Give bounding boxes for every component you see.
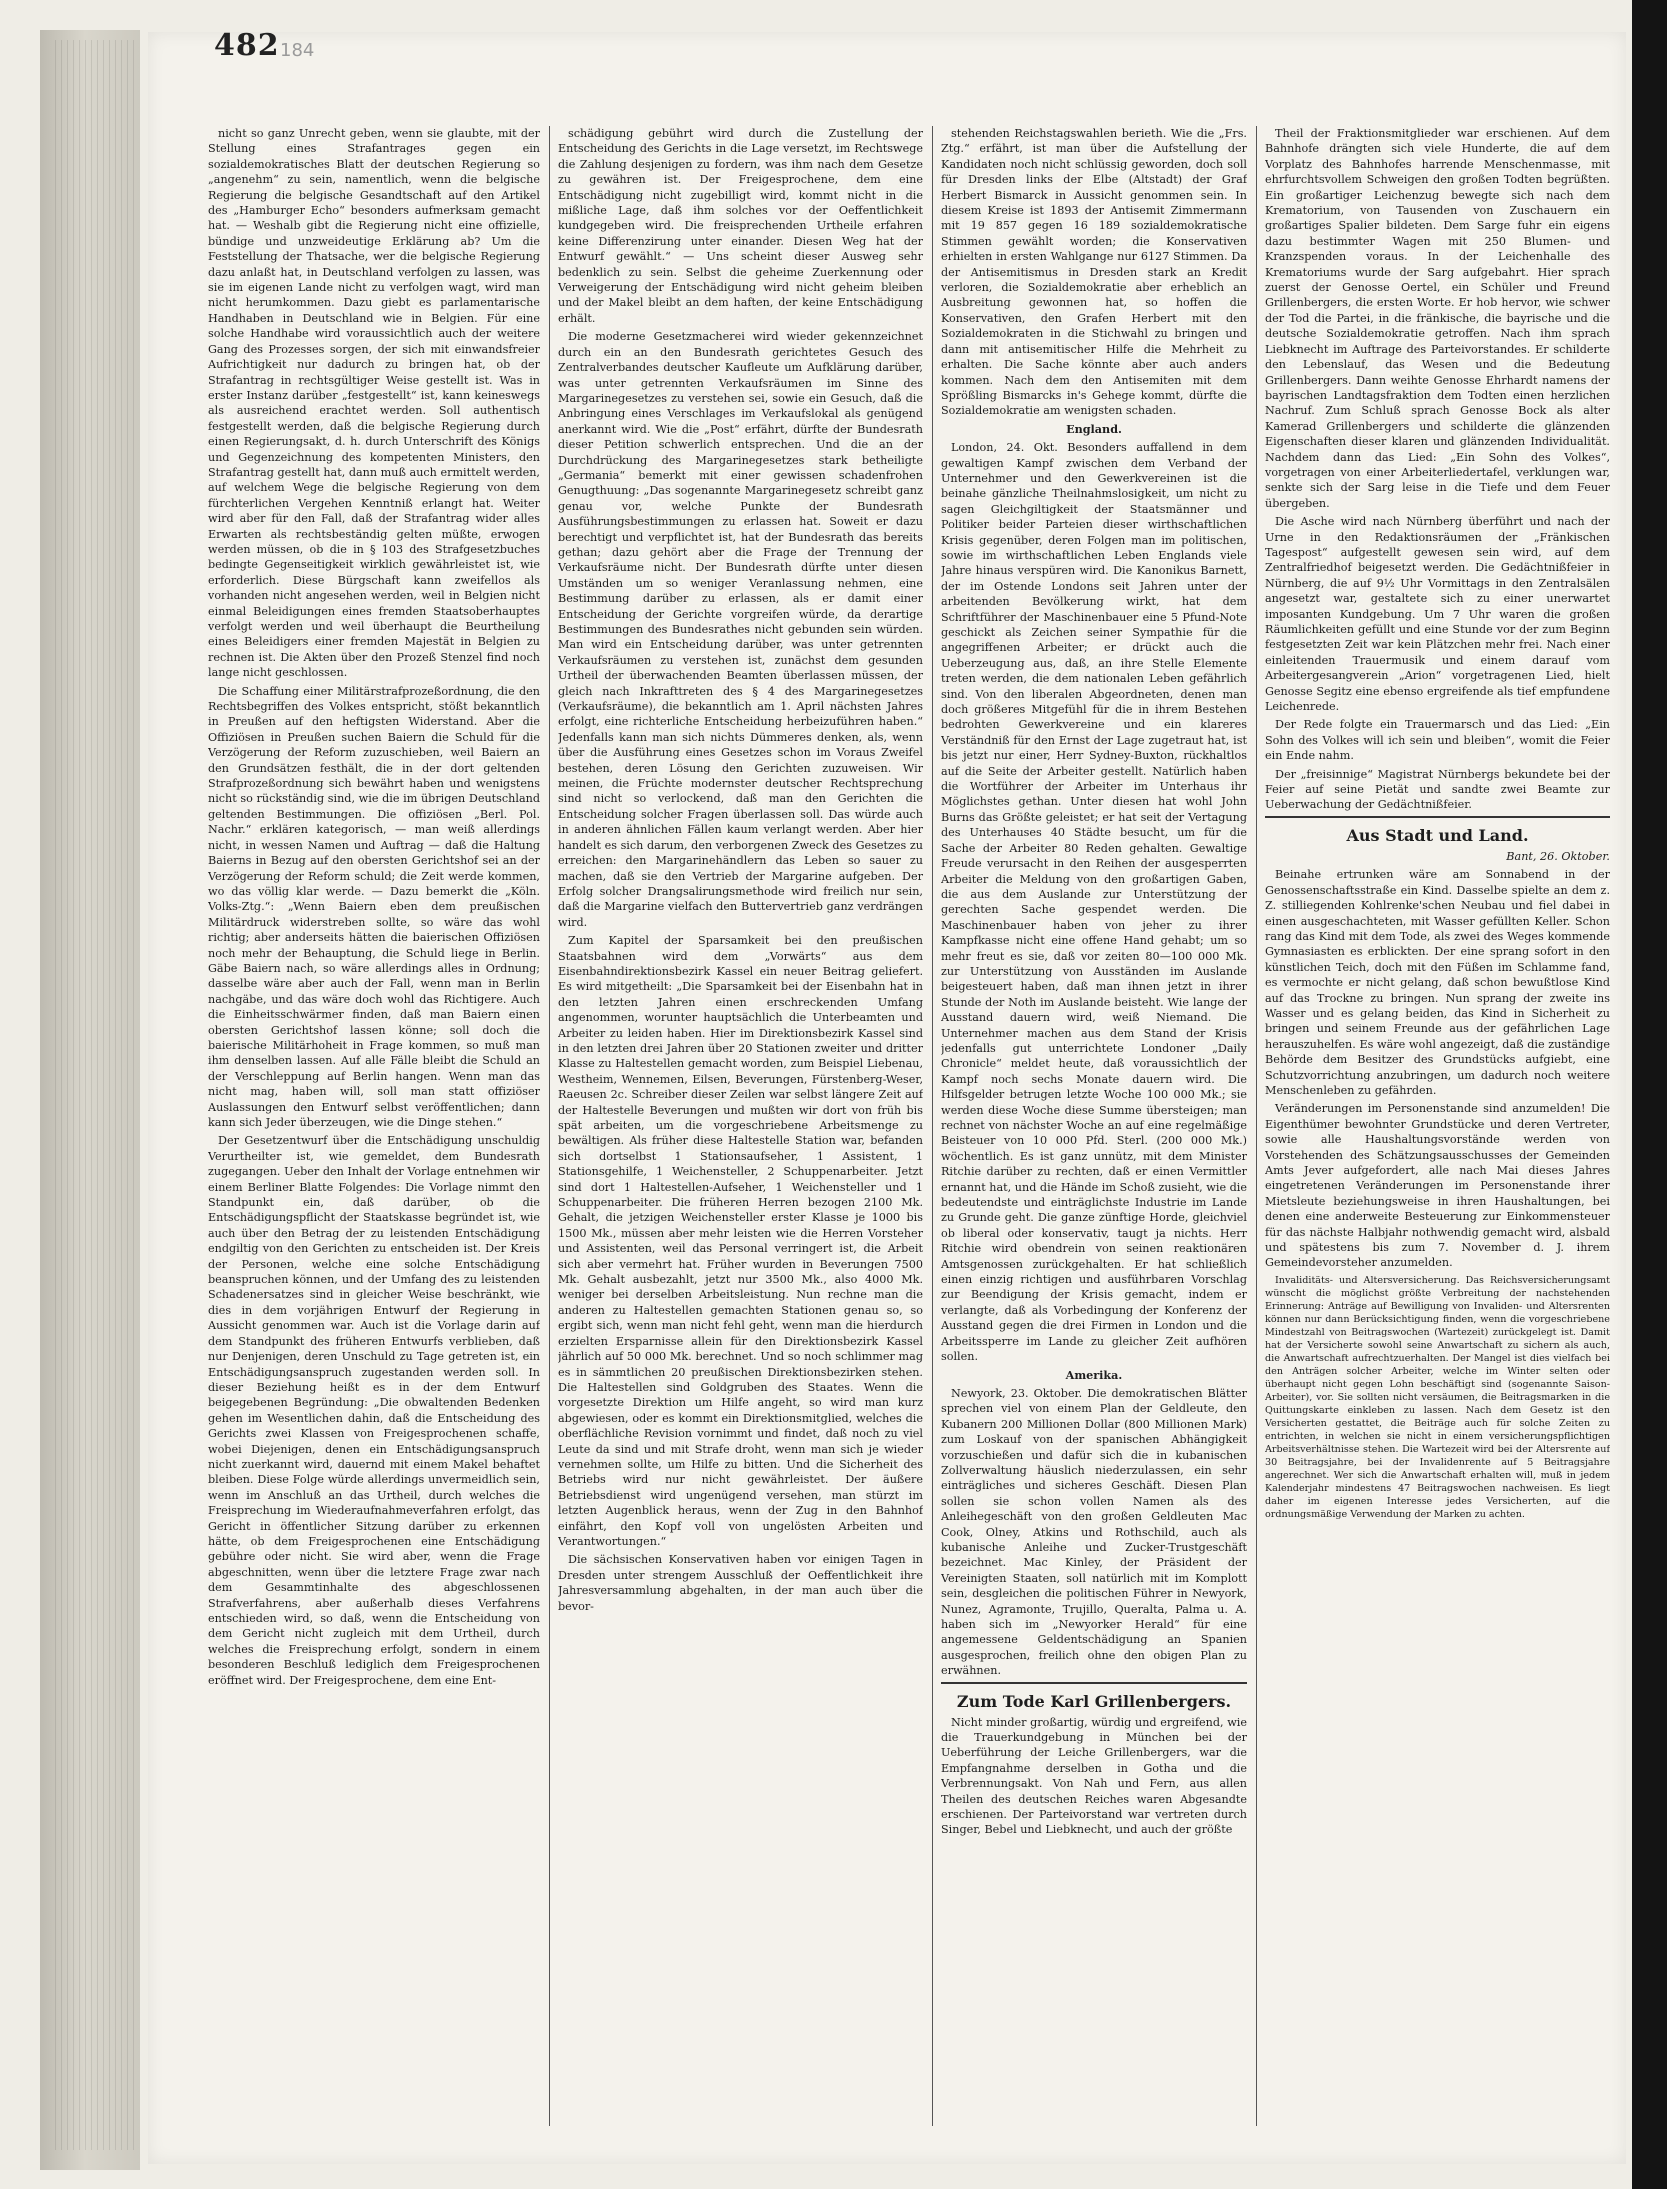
dark-scan-edge xyxy=(1632,0,1667,2189)
column-3 xyxy=(941,126,1247,2126)
article-paragraph: Theil der Fraktionsmitglieder war erschienen. Auf dem Bahnhofe drängten sich viele Hunderte, die auf dem Vorplatz des Bahnhofes harrende Menschenmasse, mit ehrfurchtsvollem Schweigen den großen Todten begrüßten. Ein großartiger Leichenzug bewegte sich nach dem Krematorium, von Tausenden von Zuschauern ein großartiges Spalier bildeten. Dem Sarge fuhr ein eigens dazu bestimmter Wagen mit 250 Blumen- und Kranzspenden voraus. In der Leichenhalle des Krematoriums wurde der Sarg aufgebahrt. Hier sprach zuerst der Genosse Oertel, ein Schüler und Freund Grillenbergers, die ersten Worte. Er hob hervor, wie schwer der Tod die Partei, in die fränkische, die bayrische und die deutsche Sozialdemokratie getroffen. Nach ihm sprach Liebknecht im Auftrage des Parteivorstandes. Er schilderte den Lebenslauf, das Wesen und die Bedeutung Grillenbergers. Dann weihte Genosse Ehrhardt namens der bayrischen Landtagsfraktion dem Todten einen herzlichen Nachruf. Zum Schluß sprach Genosse Bock als alter Kamerad Grillenbergers und schilderte die glänzenden Eigenschaften dieser klaren und glänzenden Individualität. Nachdem dann das Lied: „Ein Sohn des Volkes“, vorgetragen von einer Arbeiterliedertafel, verklungen war, senkte sich der Sarg leise in die Tiefe und dem Feuer übergeben. xyxy=(1265,127,1610,510)
column-rule-2 xyxy=(932,126,933,2126)
column-2 xyxy=(558,126,923,2126)
page-number: 482 xyxy=(214,28,280,63)
article-paragraph: Beinahe ertrunken wäre am Sonnabend in der Genossenschaftsstraße ein Kind. Dasselbe spielte an dem z. Z. stilliegenden Kohlrenke'schen Neubau und fiel dabei in einen ausgeschachteten, mit Wasser gefüllten Keller. Schon rang das Kind mit dem Tode, als zwei des Weges kommende Gymnasiasten es erblickten. Der eine sprang sofort in den künstlichen Teich, doch mit den Füßen im Schlamme fand, es vermochte er nicht gelang, daß schon bewußtlose Kind auf das Trockne zu bringen. Nun sprang der zweite ins Wasser und es gelang beiden, das Kind in Sicherheit zu bringen und seinem Freunde aus der gefährlichen Lage herauszuhelfen. Es wäre wohl angezeigt, daß die zuständige Behörde dem Besitzer des Grundstücks aufgiebt, eine Schutzvorrichtung anzubringen, um dadurch noch weitere Menschenleben zu gefährden. xyxy=(1265,868,1610,1097)
article-paragraph: Die Schaffung einer Militärstrafprozeßordnung, die den Rechtsbegriffen des Volkes entspricht, stößt bekanntlich in Preußen auf den heftigsten Widerstand. Aber die Offiziösen in Preußen suchen Baiern die Schuld für die Verzögerung der Reform zuzuschieben, weil Baiern an den Grundsätzen festhält, die in der dort geltenden Strafprozeßordnung sich bewährt haben und wenigstens nicht so rückständig sind, wie die im übrigen Deutschland geltenden Bestimmungen. Die offiziösen „Berl. Pol. Nachr.“ erklären kategorisch, — man weiß allerdings nicht, in wessen Namen und Auftrag — daß die Haltung Baierns in Bezug auf den obersten Gerichtshof sei an der Verzögerung der Reform schuld; die Zeit werde kommen, wo das völlig klar werde. — Dazu bemerkt die „Köln. Volks-Ztg.“: „Wenn Baiern eben dem preußischen Militärdruck widerstreben sollte, so wäre das wohl richtig; aber anderseits hätten die baierischen Offiziösen noch mehr der Behauptung, die Schuld liege in Berlin. Gäbe Baiern nach, so wäre allerdings alles in Ordnung; dasselbe wäre aber auch der Fall, wenn man in Berlin nachgäbe, und das wäre doch wohl das Richtigere. Auch die Einheitsschwärmer finden, daß man Baiern einen obersten Gerichtshof lassen könne; soll doch die baierische Militärhoheit in Frage kommen, so muß man ihm denselben lassen. Auf alle Fälle bleibt die Schuld an der Verschleppung auf Berlin hangen. Wenn man das nicht mag, haben will, soll man statt offiziöser Auslassungen den Entwurf selbst veröffentlichen; dann kann sich Jeder überzeugen, wie die Dinge stehen.“ xyxy=(208,684,540,1129)
article-paragraph: stehenden Reichstagswahlen berieth. Wie die „Frs. Ztg.“ erfährt, ist man über die Aufstellung der Kandidaten noch nicht schlüssig geworden, doch soll für Dresden links der Elbe (Altstadt) der Graf Herbert Bismarck in Aussicht genommen sein. In diesem Kreise ist 1893 der Antisemit Zimmermann mit 19 857 gegen 16 189 sozialdemokratische Stimmen gewählt worden; die Konservativen erhielten in ersten Wahlgange nur 6127 Stimmen. Da der Antisemitismus in Dresden stark an Kredit verloren, die Sozialdemokratie aber erheblich an Ausbreitung gewonnen hat, so hoffen die Konservativen, den Grafen Herbert mit den Sozialdemokraten in die Stichwahl zu bringen und dann mit antisemitischer Hilfe die Mehrheit zu erhalten. Die Sache könnte aber auch anders kommen. Nach dem den Antisemiten mit dem Sprößling Bismarcks in's Gehege kommt, dürfte die Sozialdemokratie am wenigsten schaden. xyxy=(941,127,1247,418)
section-heading-grillenberger: Zum Tode Karl Grillenbergers. xyxy=(941,1682,1247,1712)
article-paragraph: Der Gesetzentwurf über die Entschädigung unschuldig Verurtheilter ist, wie gemeldet, dem Bundesrath zugegangen. Ueber den Inhalt der Vorlage entnehmen wir einem Berliner Blatte Folgendes: Die Vorlage nimmt den Standpunkt ein, daß darüber, ob die Entschädigungspflicht der Staatskasse begründet ist, wie auch über den Betrag der zu leistenden Entschädigung endgiltig von den Gerichten zu entscheiden ist. Der Kreis der Personen, welche eine solche Entschädigung beanspruchen können, und der Umfang des zu leistenden Schadenersatzes sind in gleicher Weise beschränkt, wie dies in dem vorjährigen Entwurf der Regierung in Aussicht genommen war. Auch ist die Vorlage darin auf dem Standpunkt des früheren Entwurfs verblieben, daß nur Denjenigen, deren Unschuld zu Tage getreten ist, ein Entschädigungsanspruch zugestanden werden soll. In dieser Beziehung heißt es in der dem Entwurf beigegebenen Begründung: „Die obwaltenden Bedenken gehen im Wesentlichen dahin, daß die Entscheidung des Gerichts zwei Klassen von Freigesprochenen schaffe, wobei Diejenigen, denen ein Entschädigungsanspruch nicht zuerkannt wird, dauernd mit einem Makel behaftet bleiben. Diese Folge würde allerdings unvermeidlich sein, wenn im Anschluß an das Urtheil, durch welches die Freisprechung im Wiederaufnahmeverfahren erfolgt, das Gericht in öffentlicher Sitzung darüber zu erkennen hätte, ob dem Freigesprochenen eine Entschädigung gebühre oder nicht. Sie wird aber, wenn die Frage abgeschnitten, wenn über die letztere Frage zwar nach dem Gesammtinhalte des abgeschlossenen Strafverfahrens, aber außerhalb dieses Verfahrens entschieden wird, so daß, wenn die Entscheidung von dem Gericht nicht zugleich mit dem Urtheil, durch welches die Freisprechung erfolgt, sondern in einem besonderen Beschluß lediglich dem Freigesprochenen eröffnet wird. Der Freigesprochene, dem eine Ent- xyxy=(208,1134,540,1687)
article-paragraph: Der „freisinnige“ Magistrat Nürnbergs bekundete bei der Feier auf seine Pietät und sandte zwei Beamte zur Ueberwachung der Gedächtnißfeier. xyxy=(1265,767,1610,812)
article-paragraph: Nicht minder großartig, würdig und ergreifend, wie die Trauerkundgebung in München bei der Ueberführung der Leiche Grillenbergers, war die Empfangnahme derselben in Gotha und die Verbrennungsakt. Von Nah und Fern, aus allen Theilen des deutschen Reiches waren Abgesandte erschienen. Der Parteivorstand war vertreten durch Singer, Bebel und Liebknecht, und auch der größte xyxy=(941,1715,1247,1837)
binding-edge-texture xyxy=(55,40,135,2150)
article-paragraph: Veränderungen im Personenstande sind anzumelden! Die Eigenthümer bewohnter Grundstücke und deren Vertreter, sowie alle Haushaltungsvorstände werden von Vorstehenden des Schätzungsausschusses der Gemeinden Amts Jever aufgefordert, alle nach Mai dieses Jahres eingetretenen Veränderungen im Personenstande ihrer Mietsleute beziehungsweise in ihren Haushaltungen, bei denen eine anderweite Besteuerung zur Einkommensteuer für das nächste Halbjahr nothwendig gemacht wird, alsbald und spätestens bis zum 7. November d. J. ihrem Gemeindevorsteher anzumelden. xyxy=(1265,1102,1610,1270)
article-paragraph: Die sächsischen Konservativen haben vor einigen Tagen in Dresden unter strengem Ausschluß der Oeffentlichkeit ihre Jahresversammlung abgehalten, in der man auch über die bevor- xyxy=(558,1553,923,1613)
article-paragraph: Zum Kapitel der Sparsamkeit bei den preußischen Staatsbahnen wird dem „Vorwärts“ aus dem Eisenbahndirektionsbezirk Kassel ein neuer Beitrag geliefert. Es wird mitgetheilt: „Die Sparsamkeit bei der Eisenbahn hat in den letzten Jahren einen erschreckenden Umfang angenommen, worunter hauptsächlich die Unterbeamten und Arbeiter zu leiden haben. Hier im Direktionsbezirk Kassel sind in den letzten drei Jahren über 20 Stationen zweiter und dritter Klasse zu Haltestellen gemacht worden, zum Beispiel Liebenau, Westheim, Wennemen, Eilsen, Beverungen, Fürstenberg-Weser, Raeusen 2c. Schreiber dieser Zeilen war selbst längere Zeit auf der Haltestelle Beverungen und mußten wir dort von früh bis spät arbeiten, um die vorgeschriebene Arbeitsmenge zu bewältigen. Als früher diese Haltestelle Station war, befanden sich dortselbst 1 Stationsaufseher, 1 Assistent, 1 Stationsgehilfe, 1 Weichensteller, 2 Schuppenarbeiter. Jetzt sind dort 1 Haltestellen-Aufseher, 1 Weichensteller und 1 Schuppenarbeiter. Die früheren Herren bezogen 2100 Mk. Gehalt, die jetzigen Weichensteller erster Klasse je 1000 bis 1500 Mk., müssen aber mehr leisten wie die Herren Vorsteher und Assistenten, weil das Personal verringert ist, die Arbeit sich aber vermehrt hat. Früher wurden in Beverungen 7500 Mk. Gehalt ausbezahlt, jetzt nur 3500 Mk., also 4000 Mk. weniger bei derselben Arbeitsleistung. Nun rechne man die anderen zu Haltestellen gemachten Stationen genau so, so ergibt sich, wenn man nicht fehl geht, wenn man die hierdurch erzielten Ersparnisse allein für den Direktionsbezirk Kassel jährlich auf 50 000 Mk. berechnet. Und so noch schlimmer mag es in sämmtlichen 20 preußischen Direktionsbezirken stehen. Die Haltestellen sind Goldgruben des Staates. Wenn die vorgesetzte Direktion um Hilfe angeht, so wird man kurz abgewiesen, oder es kommt ein Direktionsmitglied, welches die oberflächliche Revision vornimmt und findet, daß noch zu viel Leute da sind und mit Strafe droht, wenn man sich je wieder vernehmen sollte, um Hilfe zu bitten. Und die Sicherheit des Betriebs wird nur nicht gewährleistet. Der äußere Betriebsdienst wird ungenügend versehen, man stürzt im letzten Augenblick heraus, wenn der Zug in den Bahnhof einfährt, den Kopf voll von ungelösten Arbeiten und Verantwortungen.“ xyxy=(558,934,923,1548)
column-rule-1 xyxy=(549,126,550,2126)
section-heading-local: Aus Stadt und Land. xyxy=(1265,816,1610,846)
article-paragraph: Der Rede folgte ein Trauermarsch und das Lied: „Ein Sohn des Volkes will ich sein und bleiben“, womit die Feier ein Ende nahm. xyxy=(1265,718,1610,763)
dateline: Bant, 26. Oktober. xyxy=(1506,849,1610,863)
article-paragraph-small: Invaliditäts- und Altersversicherung. Das Reichsversicherungsamt wünscht die möglichst größte Verbreitung der nachstehenden Erinnerung: Anträge auf Bewilligung von Invaliden- und Altersrenten können nur dann Berücksichtigung finden, wenn die vorgeschriebene Mindestzahl von Beitragswochen (Wartezeit) zurückgelegt ist. Damit hat der Versicherte sowohl seine Anwartschaft zu sichern als auch, die Anwartschaft aufrechtzuerhalten. Der Mangel ist dies vielfach bei den Anträgen solcher Arbeiter, welche im Winter selten oder überhaupt nicht gegen Lohn beschäftigt sind (sogenannte Saison-Arbeiter), vor. Sie sollten nicht versäumen, die Beitragsmarken in die Quittungskarte einkleben zu lassen. Nach dem Gesetz ist den Versicherten gestattet, die Beiträge auch für solche Zeiten zu entrichten, in welchen sie nicht in einem versicherungspflichtigen Arbeitsverhältnisse stehen. Die Wartezeit wird bei der Altersrente auf 30 Beitragsjahre, bei der Invalidenrente auf 5 Beitragsjahre angerechnet. Wer sich die Anwartschaft erhalten will, muß in jedem Kalenderjahr mindestens 47 Beitragswochen nachweisen. Es liegt daher im eigenen Interesse jedes Versicherten, auf die ordnungsmäßige Verwendung der Marken zu achten. xyxy=(1265,1274,1610,1520)
article-paragraph: London, 24. Okt. Besonders auffallend in dem gewaltigen Kampf zwischen dem Verband der Unternehmer und den Gewerkvereinen ist die beinahe gänzliche Theilnahmslosigkeit, um nicht zu sagen Gleichgiltigkeit der Staatsmänner und Politiker beider Parteien dieser wirthschaftlichen Krisis gegenüber, deren Folgen man im politischen, sowie im wirthschaftlichen Leben Englands viele Jahre hinaus verspüren wird. Die Kanonikus Barnett, der im Ostende Londons seit Jahren unter der arbeitenden Bevölkerung wirkt, hat dem Schriftführer der Maschinenbauer eine 5 Pfund-Note geschickt als Zeichen seiner Sympathie für die angegriffenen Arbeiter; er drückt auch die Ueberzeugung aus, daß, an ihre Stelle Elemente treten werden, die dem nationalen Leben gefährlich sind. Von den liberalen Abgeordneten, denen man doch größeres Mitgefühl für die in ihrem Bestehen bedrohten Gewerkvereine und ein klareres Verständniß für den Ernst der Lage zugetraut hat, ist bis jetzt nur einer, Herr Sydney-Buxton, rückhaltlos auf die Seite der Arbeiter gestellt. Natürlich haben die Wortführer der Arbeiter im Unterhaus ihr Möglichstes gethan. Unter diesen hat wohl John Burns das Größte geleistet; er hat seit der Vertagung des Unterhauses 40 Städte besucht, um für die Sache der Arbeiter 80 Reden gehalten. Gewaltige Freude verursacht in den Reihen der ausgesperrten Arbeiter die Meldung von den großartigen Gaben, die aus dem Auslande zur Unterstützung der gerechten Sache gespendet werden. Die Maschinenbauer haben von jeher zu ihrer Kampfkasse nicht eine offene Hand gehabt; um so mehr freut es sie, daß vor zeiten 80—100 000 Mk. zur Unterstützung von Ausständen im Auslande beigesteuert haben, daß man ihnen jetzt in ihrer Stunde der Noth im Auslande beisteht. Wie lange der Ausstand dauern wird, weiß Niemand. Die Unternehmer machen aus dem Stand der Krisis jedenfalls gut unterrichtete Londoner „Daily Chronicle“ meldet heute, daß voraussichtlich der Kampf noch sechs Monate dauern wird. Die Hilfsgelder betrugen letzte Woche 100 000 Mk.; sie werden diese Woche diese Summe übersteigen; man rechnet von nächster Woche an auf eine regelmäßige Beisteuer von 10 000 Pfd. Sterl. (200 000 Mk.) wöchentlich. Es ist ganz unnütz, mit dem Minister Ritchie darüber zu rechten, daß er einen Vermittler ernannt hat, und die Hände im Schoß zusieht, wie die bedeutendste und einträglichste Industrie im Lande zu Grunde geht. Die ganze zünftige Horde, gleichviel ob liberal oder konservativ, taugt ja nichts. Herr Ritchie wird obendrein von seinen reaktionären Amtsgenossen zurückgehalten. Er hat schließlich einen einzig richtigen und ausführbaren Vorschlag zur Beendigung der Krisis gemacht, indem er verlangte, daß als Vorbedingung der Konferenz der Ausstand gegen die drei Firmen in London und die Arbeitssperre im Lande zu gleicher Zeit aufhören sollen. xyxy=(941,441,1247,1364)
article-paragraph: Newyork, 23. Oktober. Die demokratischen Blätter sprechen viel von einem Plan der Geldleute, den Kubanern 200 Millionen Dollar (800 Millionen Mark) zum Loskauf von der spanischen Abhängigkeit vorzuschießen und dafür sich die in kubanischen Zollverwaltung häuslich niederzulassen, ein sehr einträgliches und sicheres Geschäft. Diesen Plan sollen sie schon vollen Namen als des Anleihegeschäft von den großen Geldleuten Mac Cook, Olney, Atkins und Rothschild, auch als kubanische Anleihe und Zucker-Trustgeschäft bezeichnet. Mac Kinley, der Präsident der Vereinigten Staaten, soll natürlich mit im Komplott sein, desgleichen die politischen Führer in Newyork, Nunez, Agramonte, Trujillo, Queralta, Palma u. A. haben sich im „Newyorker Herald“ für eine angemessene Geldentschädigung an Spanien ausgesprochen, freilich ohne den obigen Plan zu erwähnen. xyxy=(941,1386,1247,1678)
section-heading-england: England. xyxy=(1066,421,1122,436)
article-paragraph: schädigung gebührt wird durch die Zustellung der Entscheidung des Gerichts in die Lage versetzt, im Rechtswege die Zahlung desjenigen zu fordern, was ihm nach dem Gesetze zu gewähren ist. Der Freigesprochene, dem eine Entschädigung nicht zugebilligt wird, kommt nicht in die mißliche Lage, daß ihm solches vor der Oeffentlichkeit kundgegeben wird. Die freisprechenden Urtheile erfahren keine Differenzirung unter einander. Diesen Weg hat der Entwurf gewählt.“ — Uns scheint dieser Ausweg sehr bedenklich zu sein. Selbst die geheime Zuerkennung oder Verweigerung der Entschädigung wird nicht geheim bleiben und der Makel bleibt an dem haften, der keine Entschädigung erhält. xyxy=(558,127,923,325)
column-rule-3 xyxy=(1256,126,1257,2126)
column-1 xyxy=(208,126,540,2126)
column-4 xyxy=(1265,126,1610,2126)
article-paragraph: Die Asche wird nach Nürnberg überführt und nach der Urne in den Redaktionsräumen der „Fränkischen Tagespost“ aufgestellt gewesen sein wird, auf dem Zentralfriedhof beigesetzt werden. Die Gedächtnißfeier in Nürnberg, die auf 9½ Uhr Vormittags in den Zentralsälen angesetzt war, gestaltete sich zu einer unerwartet imposanten Kundgebung. Um 7 Uhr waren die großen Räumlichkeiten gefüllt und eine Stunde vor der zum Beginn festgesetzten Zeit war kein Plätzchen mehr frei. Nach einer einleitenden Trauermusik und einem darauf vom Arbeitergesangverein „Arion“ vorgetragenen Lied, hielt Genosse Segitz eine ebenso ergreifende als tief empfundene Leichenrede. xyxy=(1265,515,1610,714)
article-paragraph: nicht so ganz Unrecht geben, wenn sie glaubte, mit der Stellung eines Strafantrages gegen ein sozialdemokratisches Blatt der deutschen Regierung so „angenehm“ zu sein, namentlich, wenn die belgische Regierung die belgische Gesandtschaft auf den Artikel des „Hamburger Echo“ besonders aufmerksam gemacht hat. — Weshalb gibt die Regierung nicht eine offizielle, bündige und unzweideutige Erklärung ab? Um die Feststellung der Thatsache, wer die belgische Regierung dazu anlaßt hat, in Deutschland verfolgen zu lassen, was sie im eigenen Lande nicht zu verfolgen wagt, wird man nicht herumkommen. Dazu giebt es parlamentarische Handhaben in Deutschland wie in Belgien. Für eine solche Handhabe wird voraussichtlich auch der weitere Gang des Prozesses sorgen, der sich mit einwandsfreier Aufrichtigkeit nur dadurch zu bringen hat, ob der Strafantrag in rechtsgültiger Weise gestellt ist. Was in erster Instanz darüber „festgestellt“ ist, kann keineswegs als ausreichend erachtet werden. Soll authentisch festgestellt werden, daß die belgische Regierung durch einen Regierungsakt, d. h. durch Unterschrift des Königs und Gegenzeichnung des kompetenten Ministers, den Strafantrag gestellt hat, dann muß auch ermittelt werden, auf welchem Wege die belgische Regierung von dem fürchterlichen Vergehen Kenntniß erlangt hat. Weiter wird aber für den Fall, daß der Strafantrag wider alles Erwarten als rechtsbeständig gelten müßte, erwogen werden müssen, ob die in § 103 des Strafgesetzbuches bedingte Gegenseitigkeit wirklich gewährleistet ist, wie erforderlich. Diese Bürgschaft kann zweifellos als vorhanden nicht angesehen werden, weil in Belgien nicht einmal Beleidigungen eines fremden Staatsoberhauptes verfolgt werden und weil überhaupt die Beurtheilung eines Beleidigers einer fremden Majestät in Belgien zu rechnen ist. Die Akten über den Prozeß Stenzel find noch lange nicht geschlossen. xyxy=(208,127,540,680)
article-paragraph: Die moderne Gesetzmacherei wird wieder gekennzeichnet durch ein an den Bundesrath gerichtetes Gesuch des Zentralverbandes deutscher Kaufleute um Aufklärung darüber, was unter getrennten Verkaufsräumen im Sinne des Margarinegesetzes zu verstehen sei, sowie ein Gesuch, daß die Anbringung eines Verschlages im Verkaufslokal als genügend anerkannt wird. Wie die „Post“ erfährt, dürfte der Bundesrath dieser Petition schwerlich entsprechen. Und die an der Durchdrückung des Margarinegesetzes stark betheiligte „Germania“ bemerkt mit einer gewissen schadenfrohen Genugthuung: „Das sogenannte Margarinegesetz schreibt ganz genau vor, welche Punkte der Bundesrath Ausführungsbestimmungen zu erlassen hat. Soweit er dazu berechtigt und verpflichtet ist, hat der Bundesrath das bereits gethan; dazu gehört aber die Frage der Trennung der Verkaufsräume nicht. Der Bundesrath dürfte unter diesen Umständen um so weniger Veranlassung nehmen, eine Bestimmung darüber zu erlassen, als er damit einer Entscheidung der Gerichte vorgreifen würde, da derartige Bestimmungen des Bundesrathes nicht gebunden sein würden. Man wird ein Entscheidung darüber, was unter getrennten Verkaufsräumen zu verstehen ist, zunächst dem gesunden Urtheil der überwachenden Beamten überlassen müssen, der gleich nach Inkrafttreten des § 4 des Margarinegesetzes (Verkaufsräume), die bekanntlich am 1. April nächsten Jahres erfolgt, eine richterliche Entscheidung herbeizuführen haben.“ Jedenfalls kann man sich nichts Dümmeres denken, als, wenn über die Ausführung eines Gesetzes schon im Voraus Zweifel bestehen, deren Lösung den Gerichten zuzuweisen. Wir meinen, die Früchte modernster deutscher Rechtsprechung sind nicht so verlockend, daß man den Gerichten die Entscheidung solcher Fragen überlassen soll. Das würde auch in anderen ähnlichen Fällen kaum verlangt werden. Aber hier handelt es sich darum, den verborgenen Zweck des Gesetzes zu erreichen: den Margarinehändlern das Leben so sauer zu machen, daß sie den Vertrieb der Margarine aufgeben. Der Erfolg solcher Drangsalirungsmethode wird freilich nur sein, daß die Margarine vielfach den Buttervertrieb ganz verdrängen wird. xyxy=(558,330,923,929)
section-heading-amerika: Amerika. xyxy=(1065,1367,1123,1382)
pencil-annotation: 184 xyxy=(280,40,315,61)
